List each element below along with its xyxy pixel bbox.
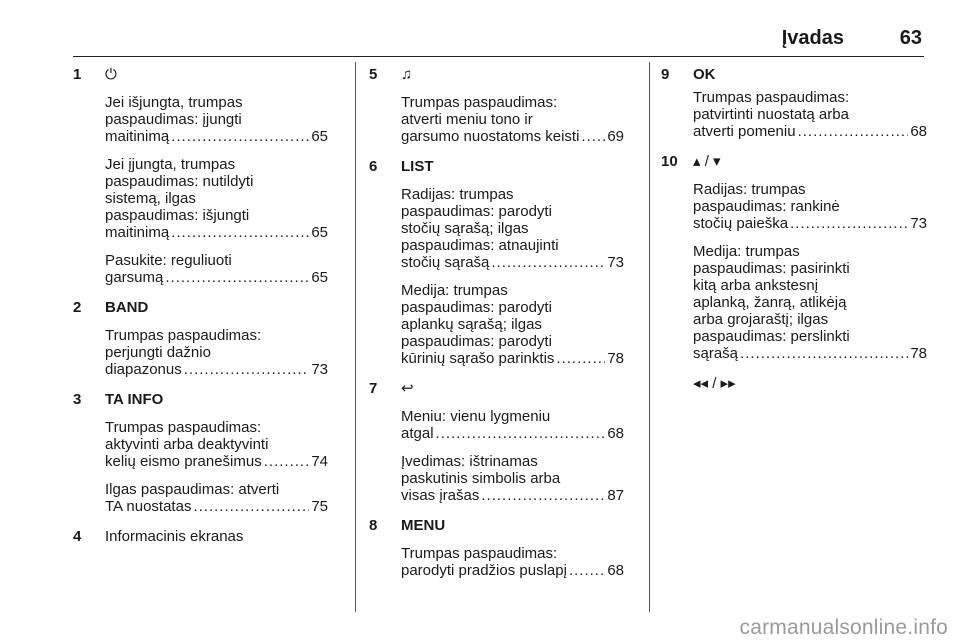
text-line: Trumpas paspaudimas: [401, 545, 558, 562]
page-reference [693, 345, 927, 362]
ref-page: 65 [311, 128, 328, 145]
entry-6 [369, 158, 624, 367]
seek-arrows-icon: ◂◂ / ▸▸ [693, 375, 736, 392]
entry-4 [73, 528, 328, 545]
paragraph [401, 408, 624, 442]
column-2 [369, 66, 624, 579]
page-reference [401, 350, 624, 367]
text-line: patvirtinti nuostatą arba [693, 106, 849, 123]
ref-page: 73 [311, 361, 328, 378]
ref-page: 65 [311, 269, 328, 286]
page-reference [401, 562, 624, 579]
ref-text: diapazonus [105, 361, 182, 378]
entry-number: 1 [73, 66, 82, 83]
text-line: Medija: trumpas [693, 243, 800, 260]
paragraph [105, 252, 328, 286]
ref-text: stočių paieška [693, 215, 789, 232]
page-number: 63 [899, 27, 922, 49]
page-reference [105, 361, 328, 378]
paragraph [401, 453, 624, 504]
entry-2 [73, 299, 328, 378]
ref-text: TA nuostatas [105, 498, 192, 515]
text-line: paspaudimas: nutildyti [105, 173, 254, 190]
entry-number: 2 [73, 299, 82, 316]
text-line: Jei išjungta, trumpas [105, 94, 243, 111]
column-1 [73, 66, 328, 545]
ref-page: 78 [607, 350, 624, 367]
text-line: paspaudimas: atnaujinti [401, 237, 559, 254]
text-line: Medija: trumpas [401, 282, 508, 299]
ref-page: 78 [910, 345, 927, 362]
page-reference [693, 123, 927, 140]
page-reference [105, 498, 328, 515]
text-line: Įvedimas: ištrinamas [401, 453, 538, 470]
ref-page: 87 [607, 487, 624, 504]
paragraph [401, 94, 624, 145]
text-line: paspaudimas: parodyti [401, 299, 552, 316]
entry-number: 8 [369, 517, 378, 534]
text-line: Trumpas paspaudimas: [693, 89, 850, 106]
paragraph [105, 94, 328, 145]
ref-text: visas įrašas [401, 487, 480, 504]
ref-text: stočių sąrašą [401, 254, 490, 271]
text-line: sistemą, ilgas [105, 190, 196, 207]
page-reference [105, 224, 328, 241]
paragraph [105, 156, 328, 241]
page-reference [105, 269, 328, 286]
text-line: atverti meniu tono ir [401, 111, 533, 128]
ref-text: kūrinių sąrašo parinktis [401, 350, 555, 367]
entry-number: 4 [73, 528, 82, 545]
page-reference [401, 254, 624, 271]
button-name: TA INFO [105, 391, 164, 408]
watermark: carmanualsonline.info [739, 616, 948, 639]
ref-text: garsumo nuostatoms keisti [401, 128, 580, 145]
paragraph [401, 186, 624, 271]
text-line: Meniu: vienu lygmeniu [401, 408, 551, 425]
text-line: paspaudimas: išjungti [105, 207, 250, 224]
page-reference [105, 128, 328, 145]
column-3 [661, 66, 927, 392]
text-line: Radijas: trumpas [693, 181, 806, 198]
text-line: paspaudimas: įjungti [105, 111, 242, 128]
ref-page: 68 [607, 425, 624, 442]
ref-page: 68 [910, 123, 927, 140]
ref-text: maitinimą [105, 128, 170, 145]
ref-page: 74 [311, 453, 328, 470]
entry-number: 7 [369, 380, 378, 397]
ref-text: kelių eismo pranešimus [105, 453, 262, 470]
ref-page: 73 [910, 215, 927, 232]
text-line: aktyvinti arba deaktyvinti [105, 436, 269, 453]
item-name: Informacinis ekranas [105, 528, 244, 545]
text-line: paspaudimas: parodyti [401, 203, 552, 220]
ref-page: 65 [311, 224, 328, 241]
ref-text: atgal [401, 425, 434, 442]
paragraph [693, 181, 927, 232]
page-reference [401, 425, 624, 442]
text-line: kitą arba ankstesnį [693, 277, 819, 294]
section-title: Įvadas [781, 27, 844, 49]
button-name: BAND [105, 299, 149, 316]
text-line: paspaudimas: parodyti [401, 333, 552, 350]
entry-number: 6 [369, 158, 378, 175]
entry-number: 3 [73, 391, 82, 408]
page-reference [105, 453, 328, 470]
music-note-icon: ♫ [401, 66, 413, 83]
paragraph [693, 89, 927, 140]
button-name: MENU [401, 517, 446, 534]
button-name: OK [693, 66, 716, 83]
text-line: Trumpas paspaudimas: [401, 94, 558, 111]
text-line: stočių sąrašą; ilgas [401, 220, 529, 237]
entry-7 [369, 380, 624, 504]
paragraph [105, 481, 328, 515]
text-line: Ilgas paspaudimas: atverti [105, 481, 280, 498]
text-line: Jei įjungta, trumpas [105, 156, 236, 173]
text-line: paspaudimas: rankinė [693, 198, 840, 215]
power-icon: ⏻ [105, 66, 117, 83]
entry-10 [661, 153, 927, 362]
text-line: aplanką, žanrą, atlikėją [693, 294, 847, 311]
ref-page: 75 [311, 498, 328, 515]
ref-page: 69 [607, 128, 624, 145]
text-line: Trumpas paspaudimas: [105, 419, 262, 436]
entry-5 [369, 66, 624, 145]
paragraph [401, 545, 624, 579]
text-line: perjungti dažnio [105, 344, 211, 361]
entry-3 [73, 391, 328, 515]
page-reference [401, 128, 624, 145]
text-line: paspaudimas: perslinkti [693, 328, 850, 345]
text-line: Trumpas paspaudimas: [105, 327, 262, 344]
text-line: Pasukite: reguliuoti [105, 252, 232, 269]
text-line: paspaudimas: pasirinkti [693, 260, 850, 277]
text-line: aplankų sąrašą; ilgas [401, 316, 542, 333]
entry-1 [73, 66, 328, 286]
column-divider [355, 62, 356, 612]
page-header [73, 22, 924, 57]
entry-number: 9 [661, 66, 670, 83]
entry-9 [661, 66, 927, 140]
back-arrow-icon: ↩ [401, 380, 414, 397]
paragraph [693, 243, 927, 362]
entry-number: 5 [369, 66, 378, 83]
ref-page: 73 [607, 254, 624, 271]
column-divider [649, 62, 650, 612]
entry-8 [369, 517, 624, 579]
paragraph [105, 419, 328, 470]
ref-text: atverti pomeniu [693, 123, 796, 140]
paragraph [401, 282, 624, 367]
ref-text: maitinimą [105, 224, 170, 241]
paragraph [105, 327, 328, 378]
ref-text: sąrašą [693, 345, 739, 362]
ref-text: parodyti pradžios puslapį [401, 562, 567, 579]
entry-number: 10 [661, 153, 678, 170]
entry-11 [661, 375, 927, 392]
page-reference [693, 215, 927, 232]
text-line: arba grojaraštį; ilgas [693, 311, 829, 328]
ref-page: 68 [607, 562, 624, 579]
ref-text: garsumą [105, 269, 164, 286]
text-line: paskutinis simbolis arba [401, 470, 561, 487]
text-line: Radijas: trumpas [401, 186, 514, 203]
page-reference [401, 487, 624, 504]
button-name: LIST [401, 158, 434, 175]
up-down-arrow-icon: ▴ / ▾ [693, 153, 721, 170]
